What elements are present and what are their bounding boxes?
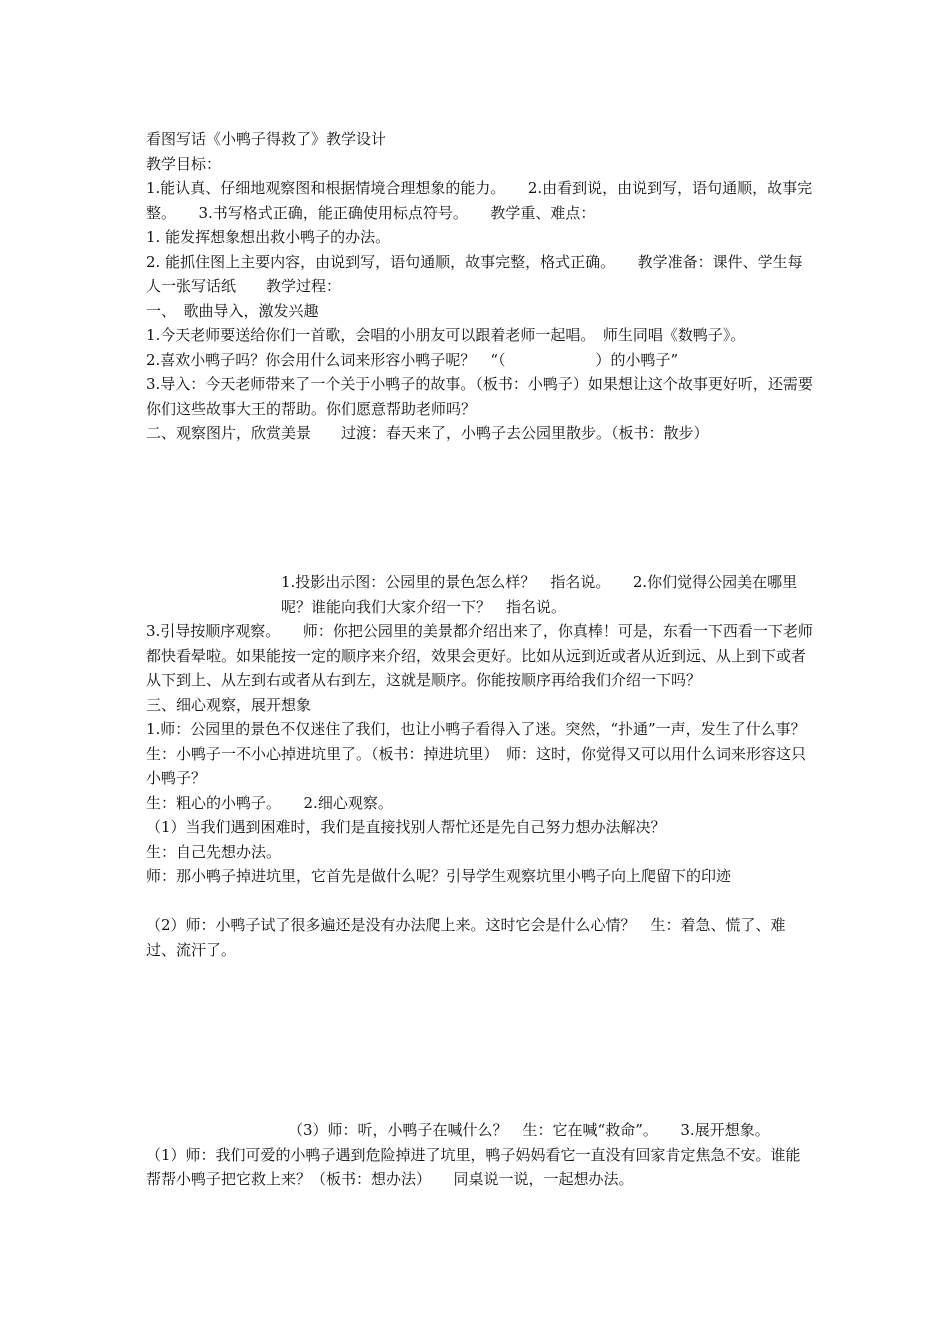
paragraph: 生：粗心的小鸭子。 2.细心观察。 — [146, 793, 393, 812]
paragraph: 生：小鸭子一不小心掉进坑里了。（板书：掉进坑里） 师：这时，你觉得又可以用什么词来形容这只小鸭子？ — [146, 744, 807, 787]
paragraph: （1）师：我们可爱的小鸭子遇到危险掉进了坑里，鸭子妈妈看它一直没有回家肯定焦急不安。谁能帮帮小鸭子把它救上来？（板书：想办法） 同桌说一说，一起想办法。 — [146, 1145, 801, 1188]
document-title: 看图写话《小鸭子得救了》教学设计 — [146, 130, 387, 148]
paragraph: 二、观察图片，欣赏美景 过渡：春天来了，小鸭子去公园里散步。（板书：散步） — [146, 424, 709, 442]
blank-line — [146, 889, 814, 914]
paragraph: 1.师：公园里的景色不仅迷住了我们，也让小鸭子看得入了迷。突然，“扑通”一声，发生了什么事？ — [146, 720, 806, 738]
paragraph: 2. 能抓住图上主要内容，由说到写，语句通顺，故事完整，格式正确。 教学准备：课件、学生每人一张写话纸 教学过程： — [146, 252, 803, 295]
section-observation — [146, 570, 814, 962]
section-imagination — [146, 1118, 814, 1192]
paragraph: 一、 歌曲导入，激发兴趣 — [146, 301, 319, 320]
section-heading: 三、细心观察，展开想象 — [146, 695, 312, 714]
paragraph: 3.引导按顺序观察。 师：你把公园里的美景都介绍出来了，你真棒！可是，东看一下西看一下老师都快看晕啦。如果能按一定的顺序来介绍，效果会更好。比如从远到近或者从近到远、从上到下或者从下到上、从左到右或者从右到左，这就是顺序。你能按顺序再给我们介绍一下吗？ — [146, 622, 813, 689]
section-objectives — [146, 127, 814, 446]
paragraph: 生：自己先想办法。 — [146, 842, 282, 861]
paragraph: 1.投影出示图：公园里的景色怎么样？ 指名说。 2.你们觉得公园美在哪里呢？谁能向我们大家介绍一下？ 指名说。 — [281, 573, 798, 616]
paragraph: 2.喜欢小鸭子吗？你会用什么词来形容小鸭子呢？ “（ ）的小鸭子” — [146, 350, 679, 369]
paragraph: 1.今天老师要送给你们一首歌，会唱的小朋友可以跟着老师一起唱。 师生同唱《数鸭子》。 — [146, 326, 746, 344]
paragraph: 3.导入：今天老师带来了一个关于小鸭子的故事。（板书：小鸭子）如果想让这个故事更好听，还需要你们这些故事大王的帮助。你们愿意帮助老师吗？ — [146, 375, 813, 418]
paragraph: 1.能认真、仔细地观察图和根据情境合理想象的能力。 2.由看到说，由说到写，语句通顺，故事完整。 3.书写格式正确，能正确使用标点符号。 教学重、难点： — [146, 179, 813, 222]
paragraph: （1）当我们遇到困难时，我们是直接找别人帮忙还是先自己努力想办法解决？ — [146, 818, 666, 836]
paragraph: （3）师：听，小鸭子在喊什么？ 生：它在喊“救命”。 3.展开想象。 — [288, 1121, 770, 1139]
paragraph: 师：那小鸭子掉进坑里，它首先是做什么呢？引导学生观察坑里小鸭子向上爬留下的印迹 — [146, 867, 732, 885]
paragraph: （2）师：小鸭子试了很多遍还是没有办法爬上来。这时它会是什么心情？ 生：着急、慌了、难过、流汗了。 — [146, 916, 786, 959]
paragraph: 教学目标： — [146, 154, 222, 173]
paragraph: 1. 能发挥想象想出救小鸭子的办法。 — [146, 228, 391, 246]
